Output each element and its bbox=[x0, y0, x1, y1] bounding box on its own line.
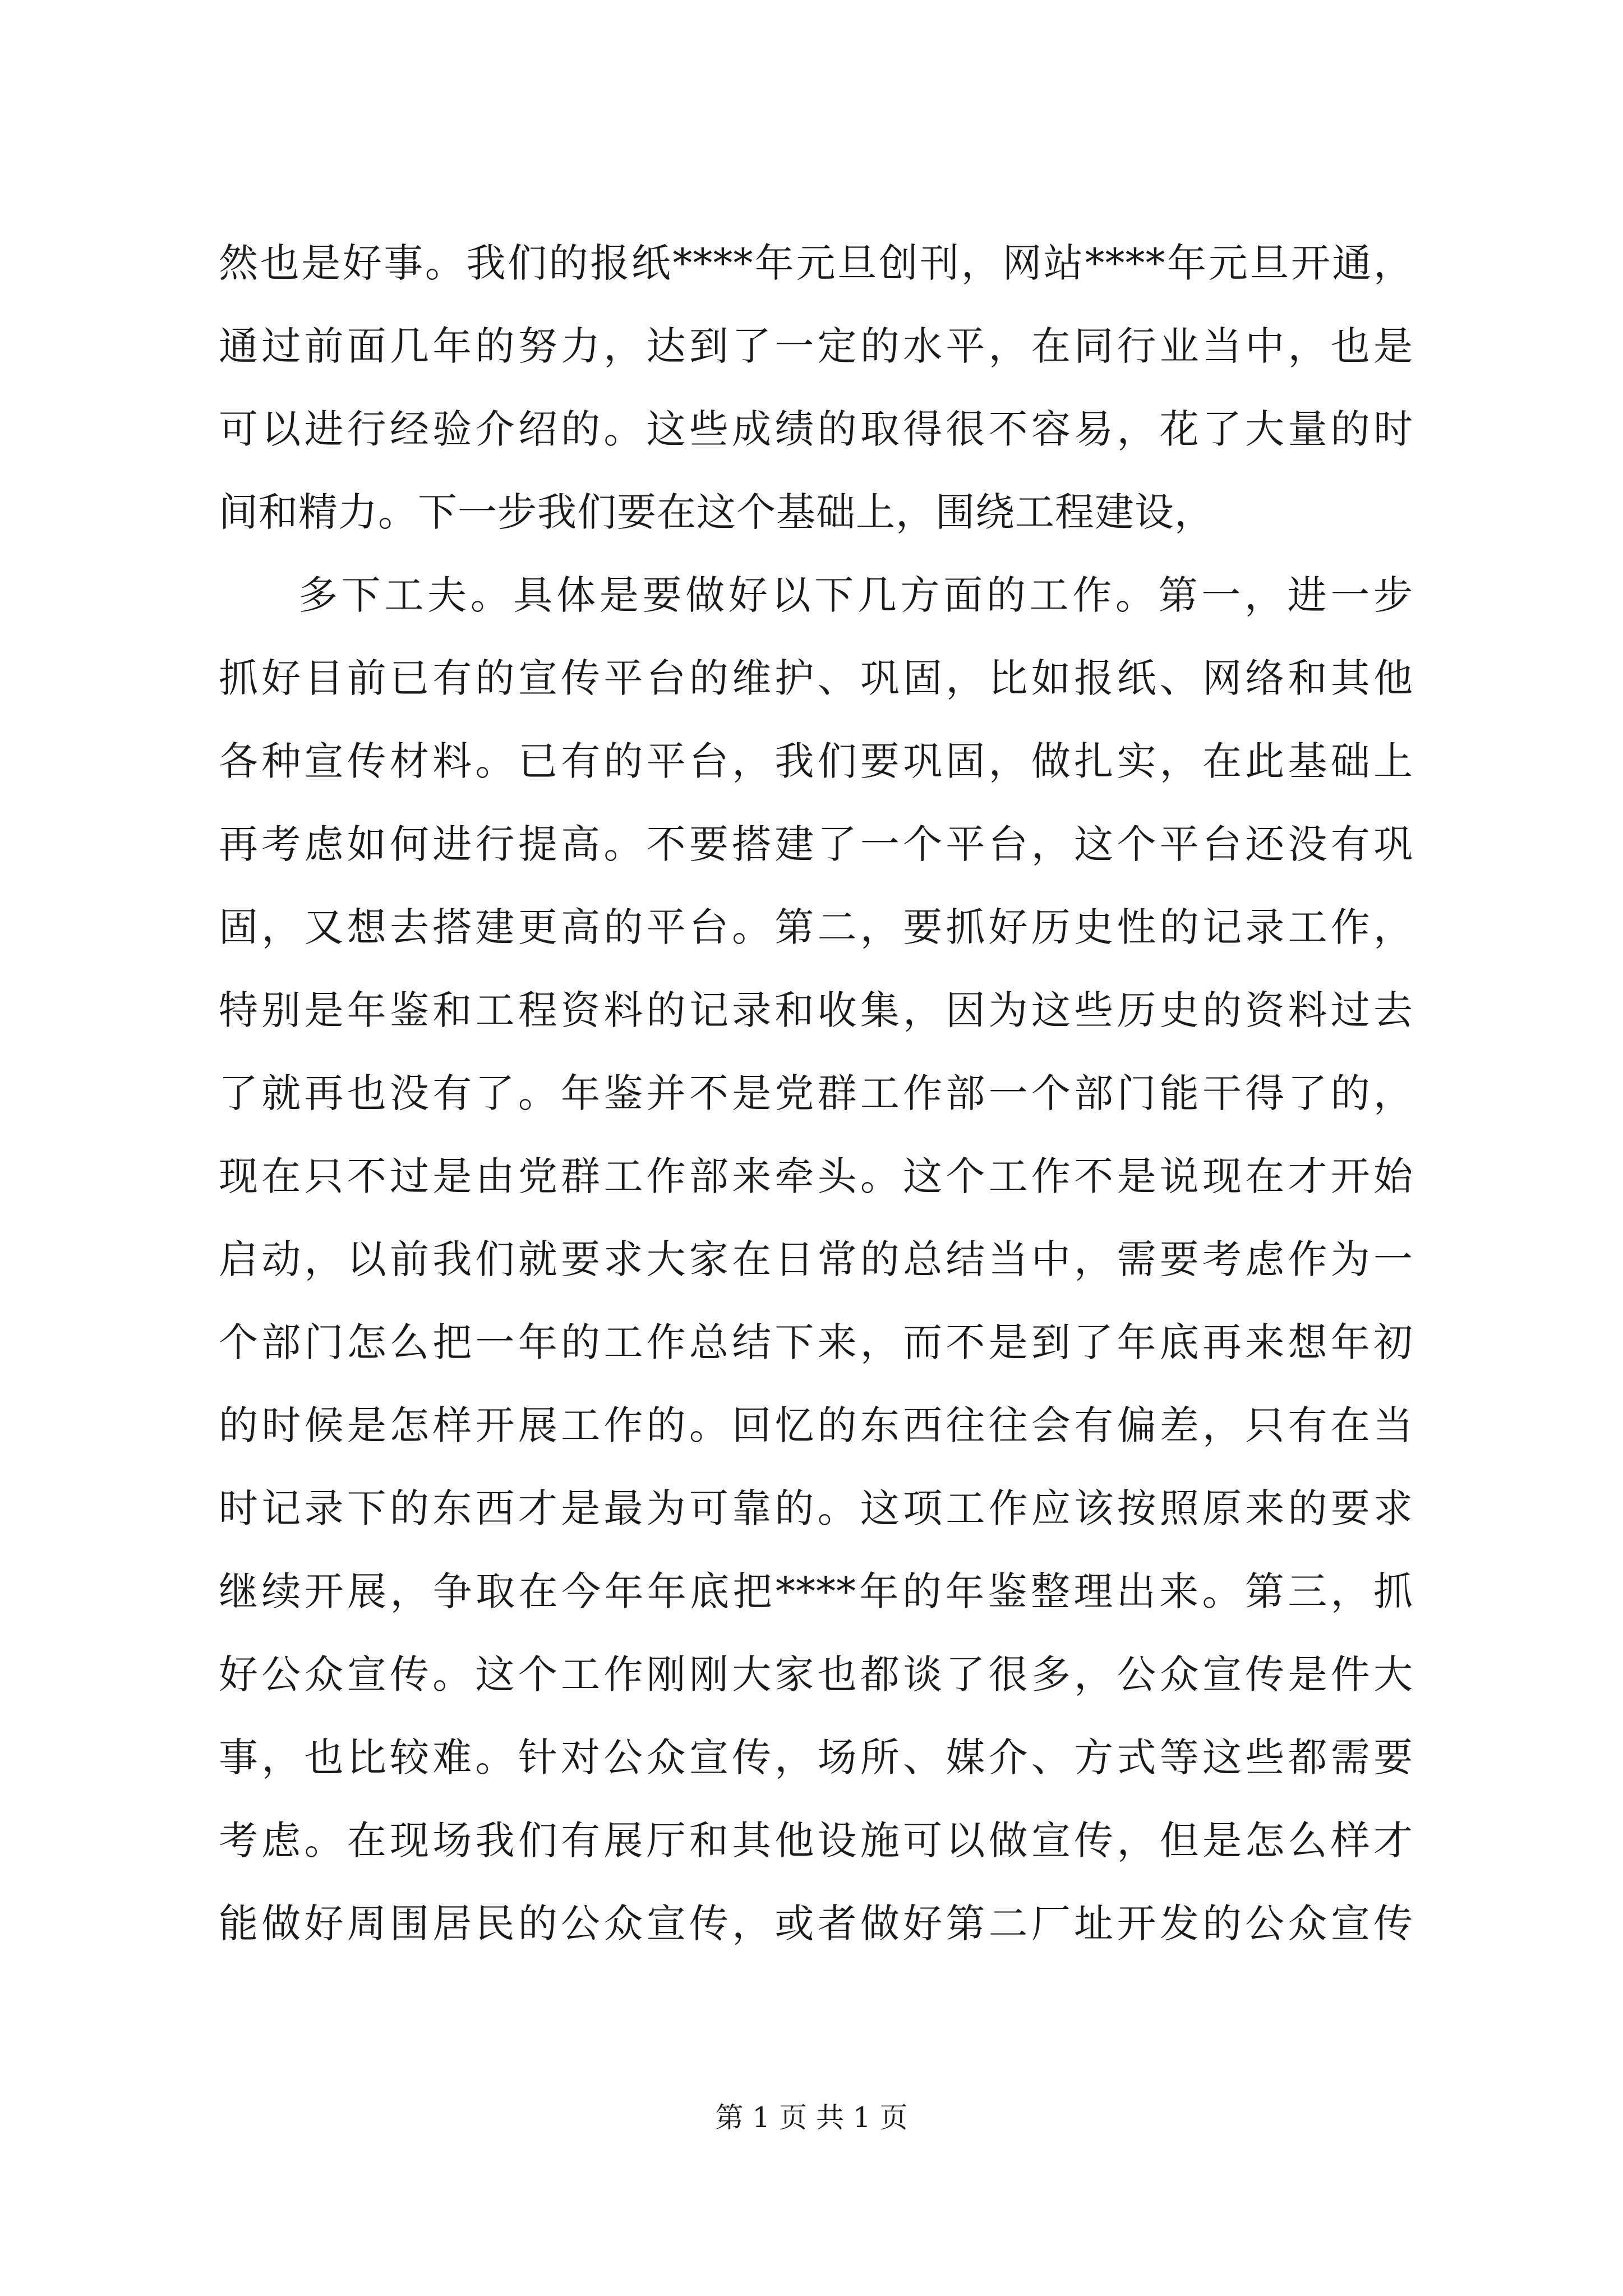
text-line: 个部门怎么把一年的工作总结下来，而不是到了年底再来想年初 bbox=[219, 1319, 1413, 1365]
text-line: 事，也比较难。针对公众宣传，场所、媒介、方式等这些都需要 bbox=[219, 1734, 1413, 1780]
text-line: 现在只不过是由党群工作部来牵头。这个工作不是说现在才开始 bbox=[219, 1153, 1413, 1199]
text-line: 间和精力。下一步我们要在这个基础上，围绕工程建设， bbox=[219, 489, 1214, 535]
text-line: 然也是好事。我们的报纸****年元旦创刊，网站****年元旦开通， bbox=[219, 240, 1413, 286]
paragraph-first-line: 多下工夫。具体是要做好以下几方面的工作。第一，进一步 bbox=[298, 572, 1413, 618]
page-number-footer: 第 1 页 共 1 页 bbox=[715, 2101, 908, 2134]
text-line: 各种宣传材料。已有的平台，我们要巩固，做扎实，在此基础上 bbox=[219, 738, 1413, 784]
text-line: 通过前面几年的努力，达到了一定的水平，在同行业当中，也是 bbox=[219, 323, 1413, 369]
text-line: 了就再也没有了。年鉴并不是党群工作部一个部门能干得了的， bbox=[219, 1070, 1413, 1116]
text-line: 时记录下的东西才是最为可靠的。这项工作应该按照原来的要求 bbox=[219, 1485, 1413, 1531]
text-line: 能做好周围居民的公众宣传，或者做好第二厂址开发的公众宣传 bbox=[219, 1901, 1413, 1947]
body-text bbox=[219, 222, 1413, 1965]
text-line: 考虑。在现场我们有展厅和其他设施可以做宣传，但是怎么样才 bbox=[219, 1818, 1413, 1864]
text-line: 好公众宣传。这个工作刚刚大家也都谈了很多，公众宣传是件大 bbox=[219, 1651, 1413, 1697]
text-line: 可以进行经验介绍的。这些成绩的取得很不容易，花了大量的时 bbox=[219, 406, 1413, 452]
text-line: 特别是年鉴和工程资料的记录和收集，因为这些历史的资料过去 bbox=[219, 987, 1413, 1033]
text-line: 启动，以前我们就要求大家在日常的总结当中，需要考虑作为一 bbox=[219, 1236, 1413, 1282]
text-line: 抓好目前已有的宣传平台的维护、巩固，比如报纸、网络和其他 bbox=[219, 655, 1413, 701]
text-line: 继续开展，争取在今年年底把****年的年鉴整理出来。第三，抓 bbox=[219, 1568, 1413, 1614]
text-line: 再考虑如何进行提高。不要搭建了一个平台，这个平台还没有巩 bbox=[219, 821, 1413, 867]
text-line: 的时候是怎样开展工作的。回忆的东西往往会有偏差，只有在当 bbox=[219, 1402, 1413, 1448]
text-line: 固，又想去搭建更高的平台。第二，要抓好历史性的记录工作， bbox=[219, 904, 1413, 950]
